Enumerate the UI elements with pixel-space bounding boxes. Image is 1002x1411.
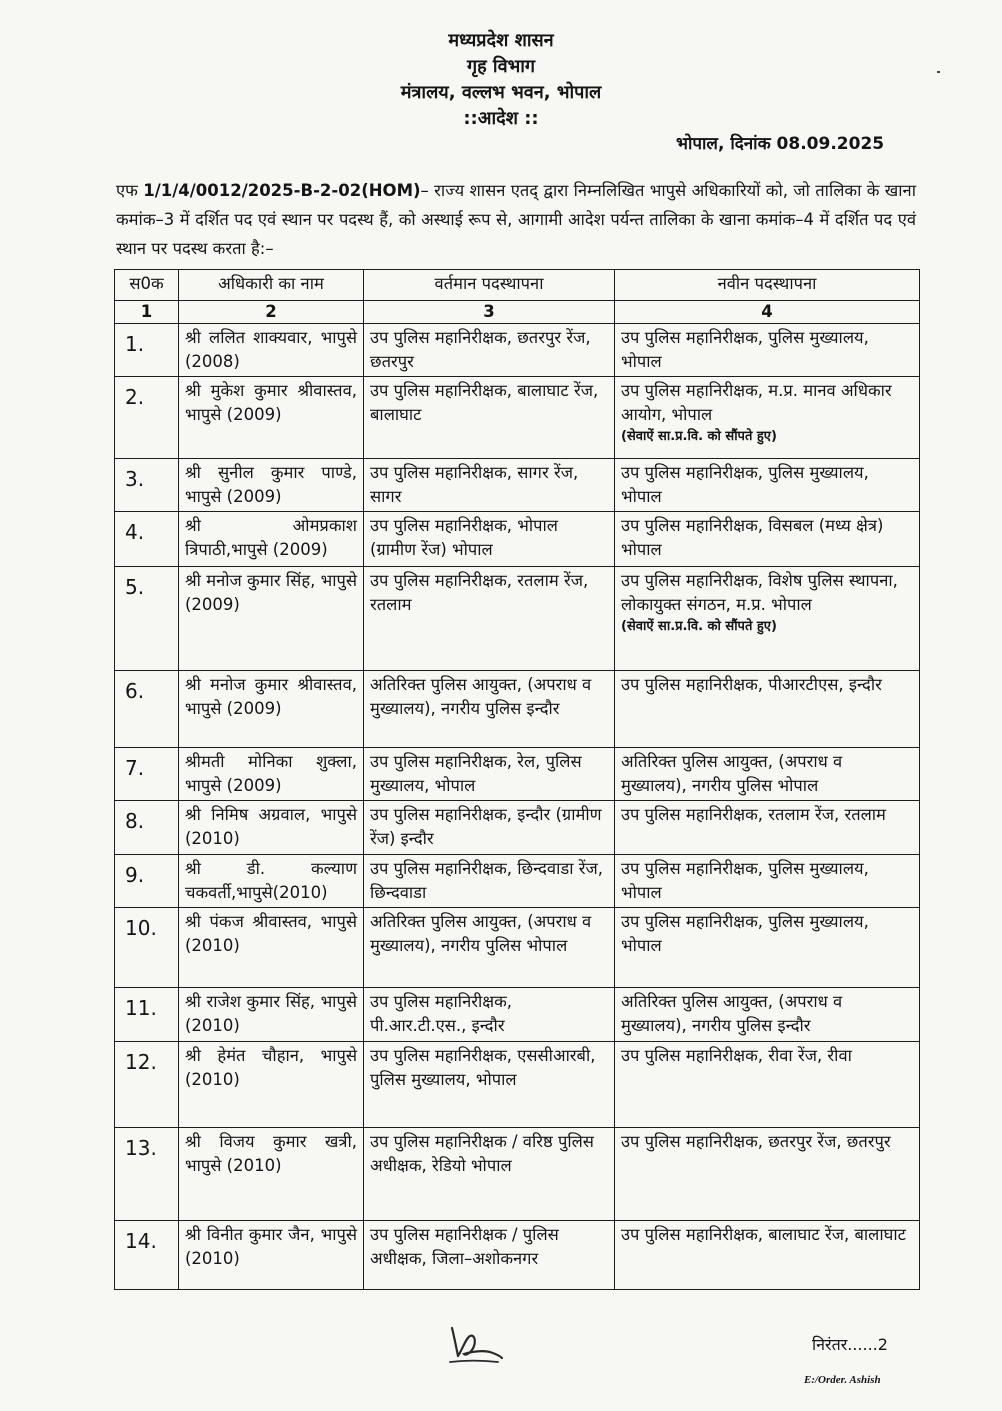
row-current-posting [364,1221,615,1290]
row-current-posting [364,801,615,855]
row-officer-name-text: श्री ओमप्रकाश त्रिपाठी,भापुसे (2009) [185,516,357,559]
department-name: गृह विभाग [466,56,536,77]
row-sno-text: 7. [125,756,145,780]
row-new-posting-text: अतिरिक्त पुलिस आयुक्त, (अपराध व मुख्यालय), नगरीय पुलिस इन्दौर [621,992,843,1035]
table-row [115,324,920,377]
table-header-row [115,270,920,301]
row-sno [115,748,179,801]
row-service-note: (सेवाऐं सा.प्र.वि. को सौंपते हुए) [621,619,777,634]
row-current-posting-text: उप पुलिस महानिरीक्षक, इन्दौर (ग्रामीण रेंज) इन्दौर [370,805,602,848]
row-sno-text: 2. [125,385,145,409]
office-address: मंत्रालय, वल्लभ भवन, भोपाल [400,82,602,103]
col-header-sno: स0क [115,270,179,301]
row-officer-name [179,377,364,459]
row-sno [115,988,179,1042]
scan-speck [937,71,940,73]
table-column-numbers [115,301,920,324]
row-officer-name-text: श्रीमती मोनिका शुक्ला, भापुसे (2009) [185,752,357,795]
row-officer-name [179,988,364,1042]
row-sno-text: 5. [125,575,145,599]
row-officer-name-text: श्री डी. कल्याण चकवर्ती,भापुसे(2010) [185,859,357,902]
row-current-posting-text: उप पुलिस महानिरीक्षक / वरिष्ठ पुलिस अधीक्षक, रेडियो भोपाल [370,1132,594,1175]
row-officer-name [179,748,364,801]
row-new-posting [615,988,920,1042]
table-row [115,1042,920,1128]
row-current-posting-text: उप पुलिस महानिरीक्षक, रेल, पुलिस मुख्यालय, भोपाल [370,752,582,795]
row-current-posting [364,748,615,801]
govt-name: मध्यप्रदेश शासन [448,30,554,51]
row-officer-name-text: श्री सुनील कुमार पाण्डे, भापुसे (2009) [185,463,357,506]
row-officer-name [179,908,364,988]
document-header [0,28,1002,132]
order-reference: 1/1/4/0012/2025-B-2-02(HOM) [143,181,421,200]
row-sno [115,512,179,567]
row-new-posting [615,512,920,567]
row-sno-text: 4. [125,520,145,544]
intro-prefix: एफ [116,181,138,200]
row-new-posting-text: उप पुलिस महानिरीक्षक, पुलिस मुख्यालय, भोपाल [621,859,869,902]
footer-file-ref: E:/Order. Ashish [804,1374,881,1386]
row-new-posting [615,324,920,377]
row-sno [115,567,179,671]
table-row [115,512,920,567]
row-officer-name-text: श्री मनोज कुमार सिंह, भापुसे (2009) [185,571,357,614]
row-officer-name-text: श्री राजेश कुमार सिंह, भापुसे (2010) [185,992,357,1035]
table-row [115,908,920,988]
row-current-posting-text: उप पुलिस महानिरीक्षक, सागर रेंज, सागर [370,463,579,506]
row-new-posting [615,377,920,459]
table-row [115,1128,920,1221]
row-new-posting [615,671,920,748]
row-new-posting [615,801,920,855]
order-title: ::आदेश :: [463,108,539,129]
row-sno-text: 3. [125,467,145,491]
row-officer-name [179,567,364,671]
row-new-posting-text: उप पुलिस महानिरीक्षक, रतलाम रेंज, रतलाम [621,805,886,824]
row-service-note: (सेवाऐं सा.प्र.वि. को सौंपते हुए) [621,429,777,444]
row-new-posting-text: उप पुलिस महानिरीक्षक, बालाघाट रेंज, बालाघाट [621,1225,906,1244]
table-row [115,988,920,1042]
row-officer-name [179,1042,364,1128]
table-row [115,377,920,459]
row-sno [115,1128,179,1221]
col-header-new: नवीन पदस्थापना [615,270,920,301]
row-current-posting [364,1128,615,1221]
row-new-posting-text: उप पुलिस महानिरीक्षक, पीआरटीएस, इन्दौर [621,675,882,694]
row-sno-text: 10. [125,916,157,940]
row-sno-text: 11. [125,996,157,1020]
row-officer-name [179,512,364,567]
row-current-posting [364,908,615,988]
row-new-posting [615,1042,920,1128]
row-new-posting-text: उप पुलिस महानिरीक्षक, पुलिस मुख्यालय, भोपाल [621,912,869,955]
row-new-posting [615,1128,920,1221]
row-current-posting [364,988,615,1042]
row-officer-name [179,671,364,748]
col-number: 4 [615,301,920,324]
col-number: 2 [179,301,364,324]
table-body [115,324,920,1290]
row-sno-text: 14. [125,1229,157,1253]
row-new-posting [615,908,920,988]
row-current-posting [364,1042,615,1128]
row-new-posting-text: अतिरिक्त पुलिस आयुक्त, (अपराध व मुख्यालय), नगरीय पुलिस भोपाल [621,752,843,795]
row-officer-name-text: श्री मुकेश कुमार श्रीवास्तव, भापुसे (2009) [185,381,357,424]
row-new-posting-text: उप पुलिस महानिरीक्षक, पुलिस मुख्यालय, भोपाल [621,328,869,371]
row-current-posting [364,459,615,512]
order-intro [116,176,916,263]
row-officer-name-text: श्री विनीत कुमार जैन, भापुसे (2010) [185,1225,357,1268]
row-sno-text: 13. [125,1136,157,1160]
row-current-posting-text: उप पुलिस महानिरीक्षक / पुलिस अधीक्षक, जिला–अशोकनगर [370,1225,559,1268]
row-current-posting [364,567,615,671]
row-current-posting-text: उप पुलिस महानिरीक्षक, भोपाल (ग्रामीण रेंज) भोपाल [370,516,558,559]
posting-table [114,269,920,1290]
row-current-posting-text: उप पुलिस महानिरीक्षक, छतरपुर रेंज, छतरपुर [370,328,591,371]
row-sno [115,1221,179,1290]
continued-marker: निरंतर......2 [812,1335,888,1354]
col-number: 3 [364,301,615,324]
table-row [115,801,920,855]
row-new-posting-text: उप पुलिस महानिरीक्षक, पुलिस मुख्यालय, भोपाल [621,463,869,506]
row-sno [115,855,179,908]
row-officer-name-text: श्री पंकज श्रीवास्तव, भापुसे (2010) [185,912,357,955]
row-officer-name-text: श्री ललित शाक्यवार, भापुसे (2008) [185,328,357,371]
row-current-posting [364,377,615,459]
table-row [115,1221,920,1290]
table-row [115,748,920,801]
row-officer-name [179,801,364,855]
row-current-posting-text: उप पुलिस महानिरीक्षक, एससीआरबी, पुलिस मुख्यालय, भोपाल [370,1046,596,1089]
row-new-posting-text: उप पुलिस महानिरीक्षक, छतरपुर रेंज, छतरपुर [621,1132,891,1151]
row-new-posting [615,1221,920,1290]
row-sno-text: 6. [125,679,145,703]
row-new-posting [615,855,920,908]
row-new-posting [615,459,920,512]
row-new-posting-text: उप पुलिस महानिरीक्षक, म.प्र. मानव अधिकार आयोग, भोपाल [621,381,892,424]
row-current-posting-text: उप पुलिस महानिरीक्षक, छिन्दवाडा रेंज, छिन्दवाडा [370,859,603,902]
row-sno [115,1042,179,1128]
row-officer-name-text: श्री मनोज कुमार श्रीवास्तव, भापुसे (2009) [185,675,357,718]
row-sno-text: 12. [125,1050,157,1074]
row-current-posting-text: उप पुलिस महानिरीक्षक, रतलाम रेंज, रतलाम [370,571,589,614]
col-header-current: वर्तमान पदस्थापना [364,270,615,301]
row-current-posting [364,512,615,567]
row-officer-name-text: श्री विजय कुमार खत्री, भापुसे (2010) [185,1132,357,1175]
row-sno [115,908,179,988]
signature-initials [446,1322,506,1366]
table-row [115,671,920,748]
row-sno [115,459,179,512]
row-current-posting-text: उप पुलिस महानिरीक्षक, पी.आर.टी.एस., इन्दौर [370,992,512,1035]
row-officer-name [179,855,364,908]
row-sno [115,801,179,855]
row-officer-name-text: श्री हेमंत चौहान, भापुसे (2010) [185,1046,357,1089]
row-sno [115,671,179,748]
row-officer-name [179,1128,364,1221]
row-sno [115,377,179,459]
row-current-posting [364,324,615,377]
row-current-posting-text: अतिरिक्त पुलिस आयुक्त, (अपराध व मुख्यालय), नगरीय पुलिस भोपाल [370,912,592,955]
row-sno-text: 1. [125,332,145,356]
row-sno-text: 9. [125,863,145,887]
row-officer-name [179,459,364,512]
row-officer-name-text: श्री निमिष अग्रवाल, भापुसे (2010) [185,805,357,848]
row-current-posting [364,671,615,748]
row-new-posting-text: उप पुलिस महानिरीक्षक, रीवा रेंज, रीवा [621,1046,852,1065]
row-current-posting-text: अतिरिक्त पुलिस आयुक्त, (अपराध व मुख्यालय), नगरीय पुलिस इन्दौर [370,675,592,718]
intro-text: – राज्य शासन एतद् द्वारा निम्नलिखित भापुसे अधिकारियों को, जो तालिका के खाना कमांक–3 में दर्शित पद एवं स्थान पर पदस्थ हैं, को अस्थाई रूप से, आगामी आदेश पर्यन्त तालिका के खाना कमांक–4 में दर्शित पद एवं स्थान पर पदस्थ करता है:– [116,181,916,258]
col-header-name: अधिकारी का नाम [179,270,364,301]
table-row [115,855,920,908]
row-officer-name [179,1221,364,1290]
row-new-posting [615,567,920,671]
col-number: 1 [115,301,179,324]
row-sno [115,324,179,377]
row-current-posting-text: उप पुलिस महानिरीक्षक, बालाघाट रेंज, बालाघाट [370,381,599,424]
table-row [115,459,920,512]
order-date: भोपाल, दिनांक 08.09.2025 [676,134,885,154]
table-row [115,567,920,671]
row-sno-text: 8. [125,809,145,833]
row-officer-name [179,324,364,377]
row-new-posting-text: उप पुलिस महानिरीक्षक, विशेष पुलिस स्थापना, लोकायुक्त संगठन, म.प्र. भोपाल [621,571,898,614]
row-new-posting [615,748,920,801]
row-new-posting-text: उप पुलिस महानिरीक्षक, विसबल (मध्य क्षेत्र) भोपाल [621,516,884,559]
row-current-posting [364,855,615,908]
